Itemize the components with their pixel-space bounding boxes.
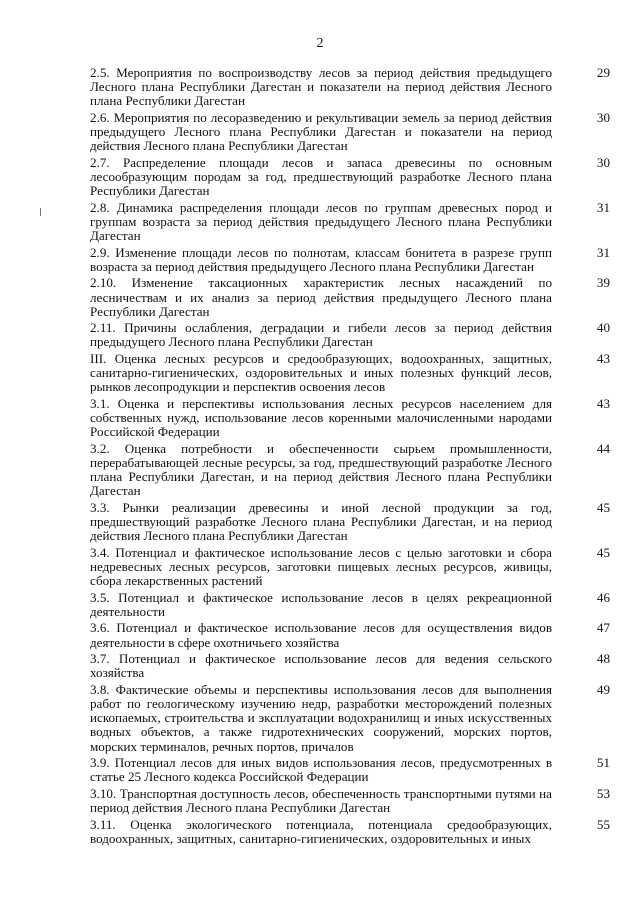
toc-entry-title: 3.10. Транспортная доступность лесов, обеспеченность транспортными путями на период действия Лесного плана Республики Дагестан — [90, 785, 552, 815]
toc-entry-page: 53 — [596, 785, 610, 801]
toc-entry — [90, 652, 610, 683]
toc-entry-page: 47 — [596, 620, 610, 636]
toc-entry-title: 3.6. Потенциал и фактическое использование лесов для осуществления видов деятельности в сфере охотничьего хозяйства — [90, 620, 552, 650]
toc-entry-title: 3.5. Потенциал и фактическое использование лесов в целях рекреационной деятельности — [90, 589, 552, 619]
toc-entry-title: 3.2. Оценка потребности и обеспеченности сырьем промышленности, перерабатывающей лесные ресурсы, за год, предшествующий разработке Лесного плана Республики Дагестан, и на период действия Лесного плана Республики Дагестан — [90, 440, 552, 499]
toc-entry — [90, 621, 610, 652]
toc-entry — [90, 756, 610, 787]
margin-mark — [40, 208, 41, 216]
toc-entry — [90, 246, 610, 277]
toc-entry-page: 44 — [596, 440, 610, 456]
toc-entry — [90, 546, 610, 591]
toc-entry-title: 3.4. Потенциал и фактическое использование лесов с целью заготовки и сбора недревесных лесных ресурсов, заготовки пищевых лесных ресурсов, живицы, сбора лекарственных растений — [90, 544, 552, 589]
toc-entry — [90, 787, 610, 818]
toc-entry-title: 3.8. Фактические объемы и перспективы использования лесов для выполнения работ по геологическому изучению недр, разработки месторождений полезных ископаемых, строительства и эксплуатации водохранилищ и иных искусственных водных объектов, а также гидротехнических сооружений, морских портов, морских терминалов, речных портов, причалов — [90, 681, 552, 754]
toc-entry-title: 3.7. Потенциал и фактическое использование лесов для ведения сельского хозяйства — [90, 651, 552, 681]
toc-entry-page: 45 — [596, 499, 610, 515]
toc-entry — [90, 201, 610, 246]
toc-entry-page: 30 — [596, 154, 610, 170]
toc-entry-page: 40 — [596, 320, 610, 336]
toc-entry — [90, 276, 610, 321]
page-number: 2 — [316, 36, 324, 51]
table-of-contents — [90, 66, 610, 848]
toc-entry-page: 55 — [596, 816, 610, 832]
toc-entry — [90, 591, 610, 622]
toc-entry — [90, 683, 610, 756]
toc-entry — [90, 321, 610, 352]
toc-entry-title: 3.1. Оценка и перспективы использования лесных ресурсов населением для собственных нужд, использование лесов коренными малочисленными народами Российской Федерации — [90, 395, 552, 440]
toc-entry-page: 48 — [596, 651, 610, 667]
toc-entry-title: 2.5. Мероприятия по воспроизводству лесов за период действия предыдущего Лесного плана Республики Дагестан и показатели на период действия Лесного плана Республики Дагестан — [90, 65, 552, 109]
toc-entry-title: 2.10. Изменение таксационных характеристик лесных насаждений по лесничествам и их анализ за период действия предыдущего Лесного плана Республики Дагестан — [90, 275, 552, 319]
toc-entry-page: 43 — [596, 350, 610, 366]
toc-entry-page: 31 — [596, 199, 610, 215]
toc-entry-page: 39 — [596, 275, 610, 291]
toc-entry — [90, 352, 610, 397]
toc-entry — [90, 442, 610, 501]
toc-entry-page: 46 — [596, 589, 610, 605]
toc-entry-title: 2.8. Динамика распределения площади лесов по группам древесных пород и группам возраста за период действия предыдущего Лесного плана Республики Дагестан — [90, 199, 552, 244]
toc-entry — [90, 397, 610, 442]
toc-entry — [90, 501, 610, 546]
toc-entry-page: 29 — [596, 65, 610, 80]
toc-entry-title: 2.9. Изменение площади лесов по полнотам, классам бонитета в разрезе групп возраста за период действия предыдущего Лесного плана Республики Дагестан — [90, 244, 552, 274]
toc-entry-page: 51 — [596, 755, 610, 771]
toc-entry-title: 2.11. Причины ослабления, деградации и гибели лесов за период действия предыдущего Лесного плана Республики Дагестан — [90, 320, 552, 350]
toc-entry — [90, 818, 610, 849]
toc-entry-title: III. Оценка лесных ресурсов и средообразующих, водоохранных, защитных, санитарно-гигиенических, оздоровительных и иных полезных функций лесов, рынков лесопродукции и перспектив освоения лесов — [90, 350, 552, 395]
toc-entry-page: 49 — [596, 681, 610, 697]
toc-entry-page: 43 — [596, 395, 610, 411]
toc-entry-title: 3.11. Оценка экологического потенциала, потенциала средообразующих, водоохранных, защитных, санитарно-гигиенических, оздоровительных и иных — [90, 816, 552, 846]
toc-entry — [90, 66, 610, 111]
toc-entry-title: 3.9. Потенциал лесов для иных видов использования лесов, предусмотренных в статье 25 Лесного кодекса Российской Федерации — [90, 755, 552, 785]
toc-entry — [90, 156, 610, 201]
toc-entry-title: 3.3. Рынки реализации древесины и иной лесной продукции за год, предшествующий разработке Лесного плана Республики Дагестан, и на период действия Лесного плана Республики Дагестан — [90, 499, 552, 544]
toc-entry — [90, 111, 610, 156]
toc-entry-page: 30 — [596, 109, 610, 125]
toc-entry-title: 2.6. Мероприятия по лесоразведению и рекультивации земель за период действия предыдущего Лесного плана Республики Дагестан и показатели на период действия Лесного плана Республики Дагестан — [90, 109, 552, 154]
toc-entry-page: 45 — [596, 544, 610, 560]
toc-entry-page: 31 — [596, 244, 610, 260]
toc-entry-title: 2.7. Распределение площади лесов и запаса древесины по основным лесообразующим породам за год, предшествующий разработке Лесного плана Республики Дагестан — [90, 154, 552, 199]
